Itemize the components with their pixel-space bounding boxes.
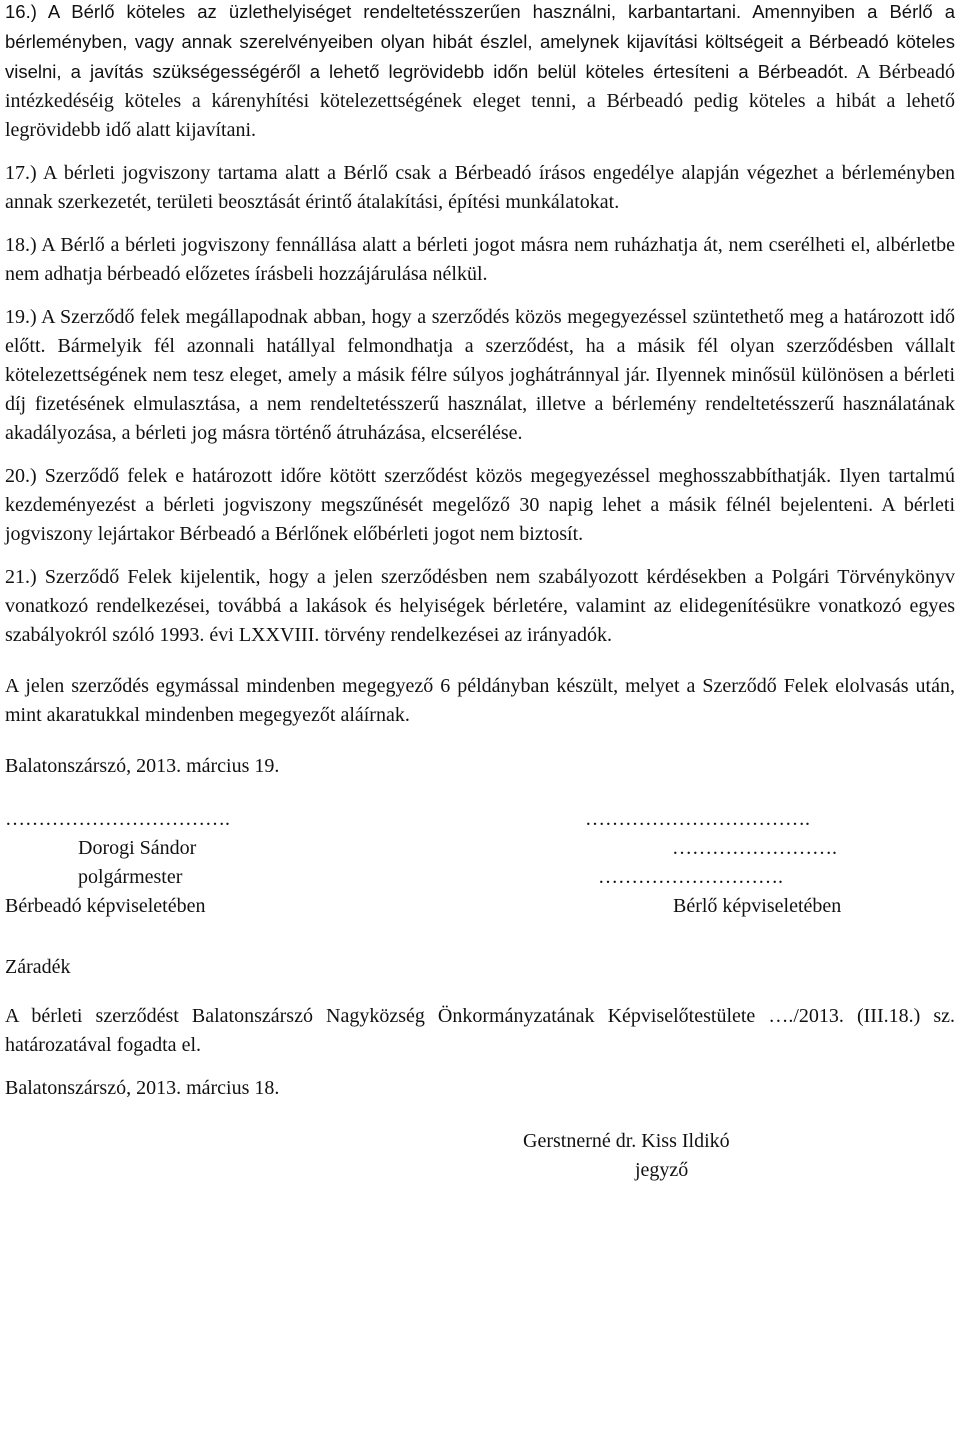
closing-paragraph: A jelen szerződés egymással mindenben megegyező 6 példányban készült, melyet a Szerződő Felek elolvasás után, mint akaratukkal mindenben megegyezőt aláírnak. — [5, 675, 955, 726]
left-signer-title: polgármester — [78, 866, 183, 888]
signing-date: Balatonszárszó, 2013. március 19. — [5, 755, 280, 777]
right-signature-dots: ……………………………. — [585, 808, 810, 830]
paragraph-19: 19.) A Szerződő felek megállapodnak abban, hogy a szerződés közös megegyezéssel szüntethető meg a határozott idő előtt. Bármelyik fél azonnali hatállyal felmondhatja a szerződést, ha a másik fél olyan szerződésben vállalt kötelezettségének nem tesz eleget, amely a másik félre súlyos joghátránnyal jár. Ilyennek minősül különösen a bérleti díj fizetésének elmulasztása, a nem rendeltetésszerű használat, illetve a bérlemény rendeltetésszerű használatának akadályozása, a bérleti jog másra történő átruházása, elcserélése. — [5, 306, 955, 444]
clause-text: A bérleti szerződést Balatonszárszó Nagyközség Önkormányzatának Képviselőtestülete …./2013. (III.18.) sz. határozatával fogadta el. — [5, 1005, 955, 1056]
signature-block — [5, 805, 955, 923]
paragraph-18: 18.) A Bérlő a bérleti jogviszony fennállása alatt a bérleti jogot másra nem ruházhatja át, nem cserélheti el, albérletbe nem adhatja bérbeadó előzetes írásbeli hozzájárulása nélkül. — [5, 234, 955, 285]
right-signer-role: Bérlő képviseletében — [673, 895, 842, 917]
paragraph-21: 21.) Szerződő Felek kijelentik, hogy a jelen szerződésben nem szabályozott kérdésekben a Polgári Törvénykönyv vonatkozó rendelkezései, továbbá a lakások és helyiségek bérletére, valamint az elidegenítésükre vonatkozó egyes szabályokról szóló 1993. évi LXXVIII. törvény rendelkezései az irányadók. — [5, 566, 955, 646]
document-page — [5, 0, 955, 1187]
paragraph-16-part-b: A Bérbeadó intézkedéséig köteles a kárenyhítési kötelezettségének eleget tenni, a Bérbeadó pedig köteles a hibát a lehető legrövidebb idő alatt kijavítani. — [5, 61, 955, 141]
paragraph-16 — [5, 0, 955, 145]
notary-block — [5, 1127, 955, 1187]
left-signer-role: Bérbeadó képviseletében — [5, 895, 206, 917]
notary-title: jegyző — [635, 1159, 689, 1181]
right-signer-title-dots: ………………………. — [598, 866, 783, 888]
right-signer-name-dots: ……………………. — [672, 837, 837, 859]
notary-name: Gerstnerné dr. Kiss Ildikó — [523, 1130, 730, 1152]
paragraph-20: 20.) Szerződő felek e határozott időre kötött szerződést közös megegyezéssel meghosszabbíthatják. Ilyen tartalmú kezdeményezést a bérleti jogviszony megszűnését megelőző 30 napig lehet a másik félnél bejelenteni. A bérleti jogviszony lejártakor Bérbeadó a Bérlőnek előbérleti jogot nem biztosít. — [5, 465, 955, 545]
paragraph-16-part-a: 16.) A Bérlő köteles az üzlethelyiséget rendeltetésszerűen használni, karbantartani. Amennyiben a Bérlő a bérleményben, vagy annak szerelvényeiben olyan hibát észlel, amelynek kijavítási költségeit a Bérbeadó köteles viselni, a javítás szükségességéről a lehető legrövidebb időn belül köteles értesíteni a Bérbeadót. — [5, 1, 955, 82]
left-signer-name: Dorogi Sándor — [78, 837, 197, 859]
left-signature-dots: ……………………………. — [5, 808, 230, 830]
clause-heading: Záradék — [5, 956, 71, 978]
paragraph-17: 17.) A bérleti jogviszony tartama alatt a Bérlő csak a Bérbeadó írásos engedélye alapján végezhet a bérleményben annak szerkezetét, területi beosztását érintő átalakítási, építési munkálatokat. — [5, 162, 955, 213]
clause-date: Balatonszárszó, 2013. március 18. — [5, 1077, 280, 1099]
